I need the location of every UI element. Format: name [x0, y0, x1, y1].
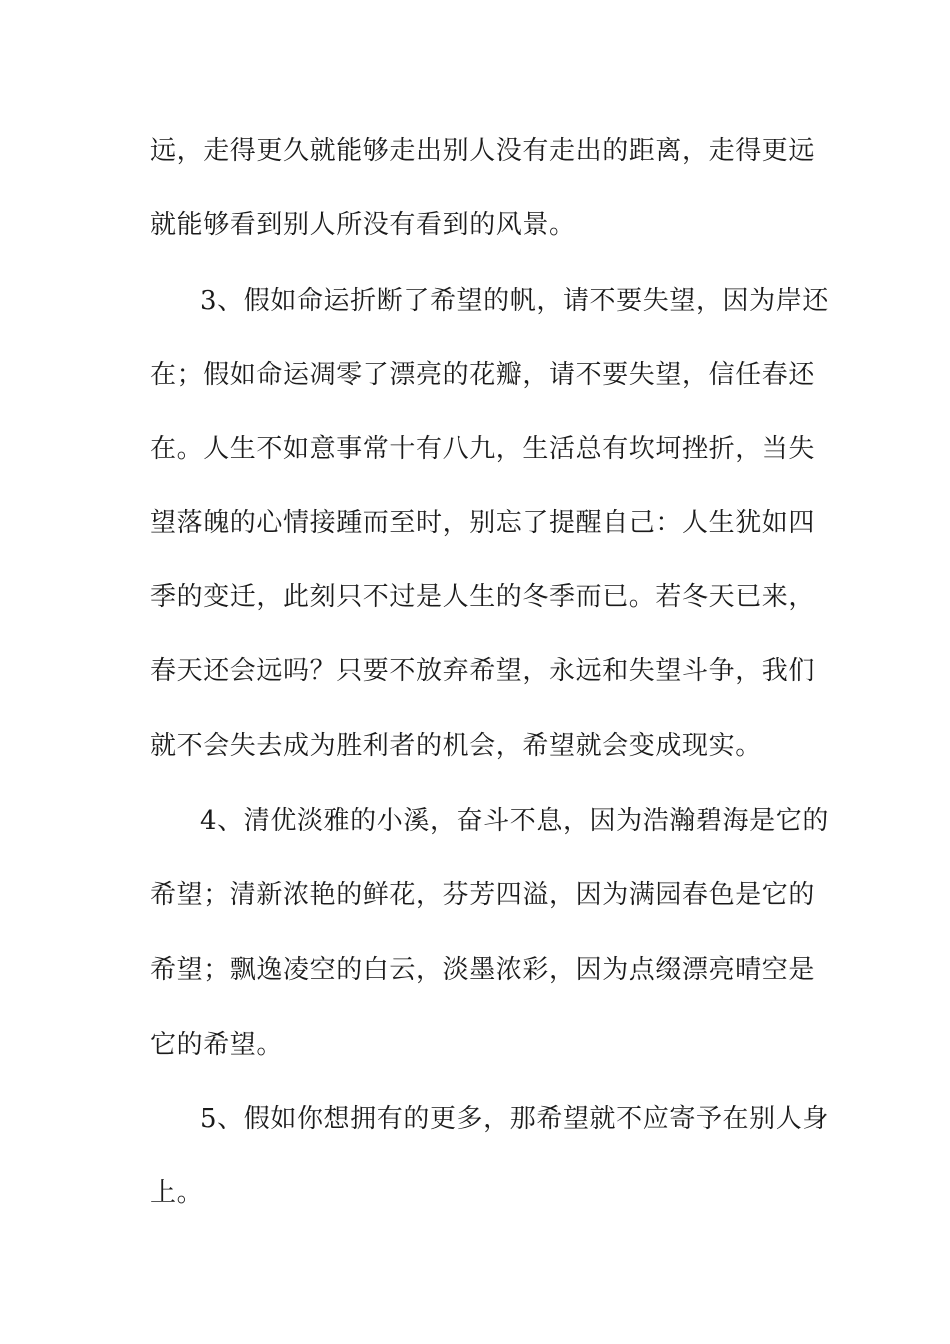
paragraph-4-start: 4、清优淡雅的小溪，奋斗不息，因为浩瀚碧海是它的 [200, 806, 829, 836]
text-line: 季的变迁，此刻只不过是人生的冬季而已。若冬天已来， [150, 582, 816, 612]
text-line: 就不会失去成为胜利者的机会，希望就会变成现实。 [150, 731, 762, 761]
text-line: 在；假如命运凋零了漂亮的花瓣，请不要失望，信任春还 [150, 360, 816, 390]
text-line: 在。人生不如意事常十有八九，生活总有坎坷挫折，当失 [150, 434, 816, 464]
text-line: 就能够看到别人所没有看到的风景。 [150, 210, 576, 240]
text-line: 远，走得更久就能够走出别人没有走出的距离，走得更远 [150, 136, 816, 166]
text-line: 上。 [150, 1178, 204, 1208]
text-line: 希望；清新浓艳的鲜花，芬芳四溢，因为满园春色是它的 [150, 880, 816, 910]
text-line: 它的希望。 [150, 1030, 284, 1060]
text-line: 春天还会远吗？只要不放弃希望，永远和失望斗争，我们 [150, 656, 816, 686]
text-line: 希望；飘逸凌空的白云，淡墨浓彩，因为点缀漂亮晴空是 [150, 955, 816, 985]
paragraph-5-start: 5、假如你想拥有的更多，那希望就不应寄予在别人身 [200, 1104, 829, 1134]
paragraph-3-start: 3、假如命运折断了希望的帆，请不要失望，因为岸还 [200, 286, 829, 316]
text-line: 望落魄的心情接踵而至时，别忘了提醒自己：人生犹如四 [150, 508, 816, 538]
